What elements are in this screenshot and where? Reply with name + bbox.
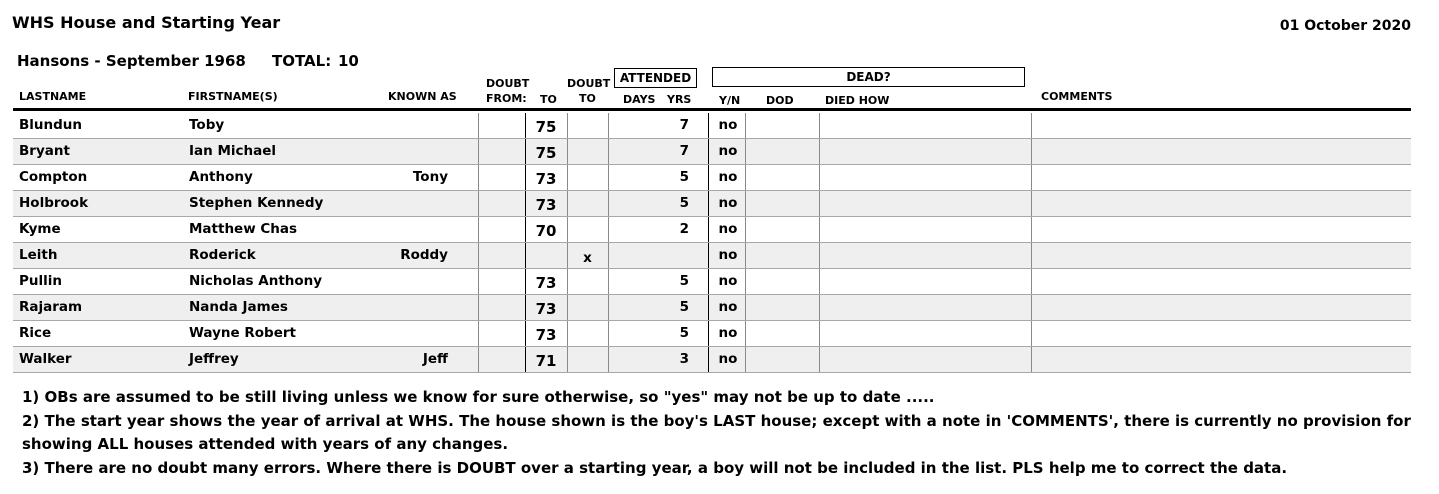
- house-line: Hansons - September 1968: [17, 52, 246, 70]
- cell-doubt-from: [480, 347, 524, 372]
- cell-dod: [746, 243, 820, 268]
- cell-firstnames: Nanda James: [189, 299, 288, 315]
- cell-doubt-from: [480, 295, 524, 320]
- cell-known-as: Jeff: [422, 351, 448, 367]
- cell-comments: [1033, 191, 1409, 216]
- cell-comments: [1033, 295, 1409, 320]
- table-row: [13, 295, 1411, 321]
- cell-lastname: Leith: [19, 247, 58, 263]
- cell-doubt-from: [480, 191, 524, 216]
- cell-died-how: [820, 321, 1031, 346]
- cell-days: [609, 243, 649, 268]
- cell-yrs: 2: [679, 221, 689, 237]
- header-dead: DEAD?: [712, 67, 1025, 87]
- cell-dod: [746, 139, 820, 164]
- cell-comments: [1033, 165, 1409, 190]
- cell-doubt-from: [480, 139, 524, 164]
- cell-yn: no: [718, 221, 738, 237]
- note-3: 3) There are no doubt many errors. Where there is DOUBT over a starting year, a boy will not be included in the list. PLS help me to correct the data.: [22, 459, 1288, 477]
- column-divider: [478, 347, 479, 372]
- column-divider: [1031, 269, 1032, 294]
- table-row: [13, 217, 1411, 243]
- cell-dod: [746, 347, 820, 372]
- table-row: [13, 347, 1411, 373]
- cell-lastname: Pullin: [19, 273, 62, 289]
- column-divider: [478, 191, 479, 216]
- column-divider: [1031, 321, 1032, 346]
- cell-known-as: [398, 269, 448, 294]
- cell-doubt-to: [567, 194, 608, 219]
- cell-comments: [1033, 347, 1409, 372]
- cell-lastname: Rice: [19, 325, 52, 341]
- cell-known-as: [398, 191, 448, 216]
- cell-firstnames: Anthony: [189, 169, 253, 185]
- cell-yn: no: [718, 325, 738, 341]
- cell-yrs: 7: [679, 143, 689, 159]
- column-divider: [1031, 139, 1032, 164]
- column-divider: [1031, 113, 1032, 138]
- cell-yn: no: [718, 143, 738, 159]
- header-died-how: DIED HOW: [825, 94, 890, 107]
- cell-lastname: Kyme: [19, 221, 61, 237]
- cell-days: [609, 269, 649, 294]
- member-table: [13, 113, 1411, 373]
- cell-days: [609, 217, 649, 242]
- cell-to: 73: [535, 170, 557, 188]
- cell-firstnames: Toby: [189, 117, 225, 133]
- cell-doubt-from: [480, 165, 524, 190]
- cell-doubt-from: [480, 217, 524, 242]
- page-title: WHS House and Starting Year: [12, 13, 281, 32]
- column-divider: [478, 113, 479, 138]
- cell-yrs: 5: [679, 169, 689, 185]
- cell-days: [609, 191, 649, 216]
- note-2-continued: showing ALL houses attended with years of any changes.: [22, 435, 509, 453]
- cell-yrs: 5: [679, 273, 689, 289]
- header-rule: [13, 108, 1411, 111]
- column-divider: [708, 347, 709, 372]
- cell-yrs: 5: [679, 325, 689, 341]
- cell-firstnames: Wayne Robert: [189, 325, 296, 341]
- cell-dod: [746, 269, 820, 294]
- cell-to: 75: [535, 144, 557, 162]
- table-row: [13, 321, 1411, 347]
- cell-firstnames: Matthew Chas: [189, 221, 298, 237]
- cell-doubt-from: [480, 243, 524, 268]
- cell-lastname: Holbrook: [19, 195, 89, 211]
- column-divider: [1031, 165, 1032, 190]
- header-known-as: KNOWN AS: [388, 90, 457, 103]
- cell-died-how: [820, 243, 1031, 268]
- cell-yrs: 7: [679, 117, 689, 133]
- cell-lastname: Blundun: [19, 117, 83, 133]
- cell-dod: [746, 113, 820, 138]
- cell-doubt-to: [567, 142, 608, 167]
- cell-yn: no: [718, 117, 738, 133]
- cell-yn: no: [718, 351, 738, 367]
- column-divider: [478, 217, 479, 242]
- cell-doubt-to: [567, 116, 608, 141]
- cell-days: [609, 113, 649, 138]
- cell-to: 71: [535, 352, 557, 370]
- cell-to: 70: [535, 222, 557, 240]
- header-yrs: YRS: [667, 93, 692, 106]
- table-row: [13, 113, 1411, 139]
- cell-died-how: [820, 217, 1031, 242]
- column-divider: [708, 217, 709, 242]
- column-divider: [708, 191, 709, 216]
- column-divider: [478, 295, 479, 320]
- column-divider: [1031, 191, 1032, 216]
- cell-firstnames: Jeffrey: [189, 351, 239, 367]
- cell-days: [609, 347, 649, 372]
- cell-died-how: [820, 347, 1031, 372]
- header-doubt-to-line1: DOUBT: [567, 77, 611, 90]
- cell-died-how: [820, 165, 1031, 190]
- cell-doubt-from: [480, 321, 524, 346]
- cell-days: [609, 295, 649, 320]
- cell-doubt-to: [567, 298, 608, 323]
- table-row: [13, 243, 1411, 269]
- cell-comments: [1033, 243, 1409, 268]
- header-doubt-from-line2: FROM:: [486, 92, 527, 105]
- cell-doubt-to: [567, 324, 608, 349]
- cell-known-as: [398, 295, 448, 320]
- cell-dod: [746, 217, 820, 242]
- header-doubt-from-line1: DOUBT: [486, 77, 530, 90]
- column-divider: [478, 165, 479, 190]
- cell-comments: [1033, 113, 1409, 138]
- column-divider: [708, 243, 709, 268]
- header-days: DAYS: [623, 93, 656, 106]
- column-divider: [1031, 217, 1032, 242]
- cell-to: 73: [535, 326, 557, 344]
- cell-lastname: Walker: [19, 351, 72, 367]
- cell-yn: no: [718, 273, 738, 289]
- cell-known-as: [398, 113, 448, 138]
- header-comments: COMMENTS: [1041, 90, 1113, 103]
- cell-days: [609, 139, 649, 164]
- note-1: 1) OBs are assumed to be still living unless we know for sure otherwise, so "yes" may not be up to date .....: [22, 388, 935, 406]
- table-row: [13, 139, 1411, 165]
- header-doubt-to-line2: TO: [579, 92, 596, 105]
- total-value: 10: [338, 52, 359, 70]
- cell-lastname: Rajaram: [19, 299, 83, 315]
- cell-known-as: Tony: [412, 169, 448, 185]
- cell-days: [609, 165, 649, 190]
- note-2: 2) The start year shows the year of arrival at WHS. The house shown is the boy's LAST house; except with a note in 'COMMENTS', there is currently no provision for: [22, 412, 1411, 430]
- cell-firstnames: Ian Michael: [189, 143, 277, 159]
- table-row: [13, 165, 1411, 191]
- cell-days: [609, 321, 649, 346]
- header-yn: Y/N: [719, 94, 741, 107]
- cell-died-how: [820, 295, 1031, 320]
- cell-known-as: Roddy: [400, 247, 448, 263]
- column-divider: [708, 269, 709, 294]
- cell-dod: [746, 321, 820, 346]
- cell-comments: [1033, 217, 1409, 242]
- cell-doubt-to: [567, 272, 608, 297]
- total-label: TOTAL:: [272, 52, 332, 70]
- cell-yrs: 3: [679, 351, 689, 367]
- cell-comments: [1033, 321, 1409, 346]
- cell-doubt-to: x: [583, 250, 592, 266]
- cell-comments: [1033, 139, 1409, 164]
- cell-yn: no: [718, 299, 738, 315]
- cell-dod: [746, 295, 820, 320]
- header-attended: ATTENDED: [614, 68, 697, 88]
- cell-known-as: [398, 139, 448, 164]
- cell-to: 73: [535, 274, 557, 292]
- cell-died-how: [820, 113, 1031, 138]
- cell-to: 73: [535, 300, 557, 318]
- cell-died-how: [820, 269, 1031, 294]
- cell-doubt-from: [480, 113, 524, 138]
- cell-dod: [746, 191, 820, 216]
- cell-lastname: Compton: [19, 169, 88, 185]
- header-dod: DOD: [766, 94, 794, 107]
- cell-yrs: 5: [679, 299, 689, 315]
- table-row: [13, 269, 1411, 295]
- cell-yn: no: [718, 195, 738, 211]
- cell-firstnames: Roderick: [189, 247, 256, 263]
- cell-dod: [746, 165, 820, 190]
- header-to: TO: [540, 93, 557, 106]
- cell-doubt-from: [480, 269, 524, 294]
- report-date: 01 October 2020: [1279, 18, 1411, 34]
- cell-doubt-to: [567, 220, 608, 245]
- cell-firstnames: Stephen Kennedy: [189, 195, 324, 211]
- cell-doubt-to: [567, 350, 608, 375]
- column-divider: [478, 139, 479, 164]
- cell-to: 75: [535, 118, 557, 136]
- column-divider: [708, 165, 709, 190]
- column-divider: [1031, 347, 1032, 372]
- header-firstnames: FIRSTNAME(S): [188, 90, 278, 103]
- column-divider: [478, 321, 479, 346]
- cell-yn: no: [718, 247, 738, 263]
- cell-doubt-to: [567, 168, 608, 193]
- cell-yn: no: [718, 169, 738, 185]
- cell-yrs: [653, 243, 689, 268]
- column-divider: [478, 269, 479, 294]
- cell-yrs: 5: [679, 195, 689, 211]
- cell-known-as: [398, 217, 448, 242]
- cell-died-how: [820, 139, 1031, 164]
- cell-to: [526, 245, 566, 270]
- cell-firstnames: Nicholas Anthony: [189, 273, 323, 289]
- cell-died-how: [820, 191, 1031, 216]
- column-divider: [478, 243, 479, 268]
- column-divider: [708, 295, 709, 320]
- header-lastname: LASTNAME: [19, 90, 87, 103]
- table-row: [13, 191, 1411, 217]
- cell-comments: [1033, 269, 1409, 294]
- column-divider: [1031, 295, 1032, 320]
- cell-to: 73: [535, 196, 557, 214]
- column-divider: [1031, 243, 1032, 268]
- column-divider: [708, 113, 709, 138]
- cell-lastname: Bryant: [19, 143, 70, 159]
- column-divider: [708, 321, 709, 346]
- cell-known-as: [398, 321, 448, 346]
- column-divider: [708, 139, 709, 164]
